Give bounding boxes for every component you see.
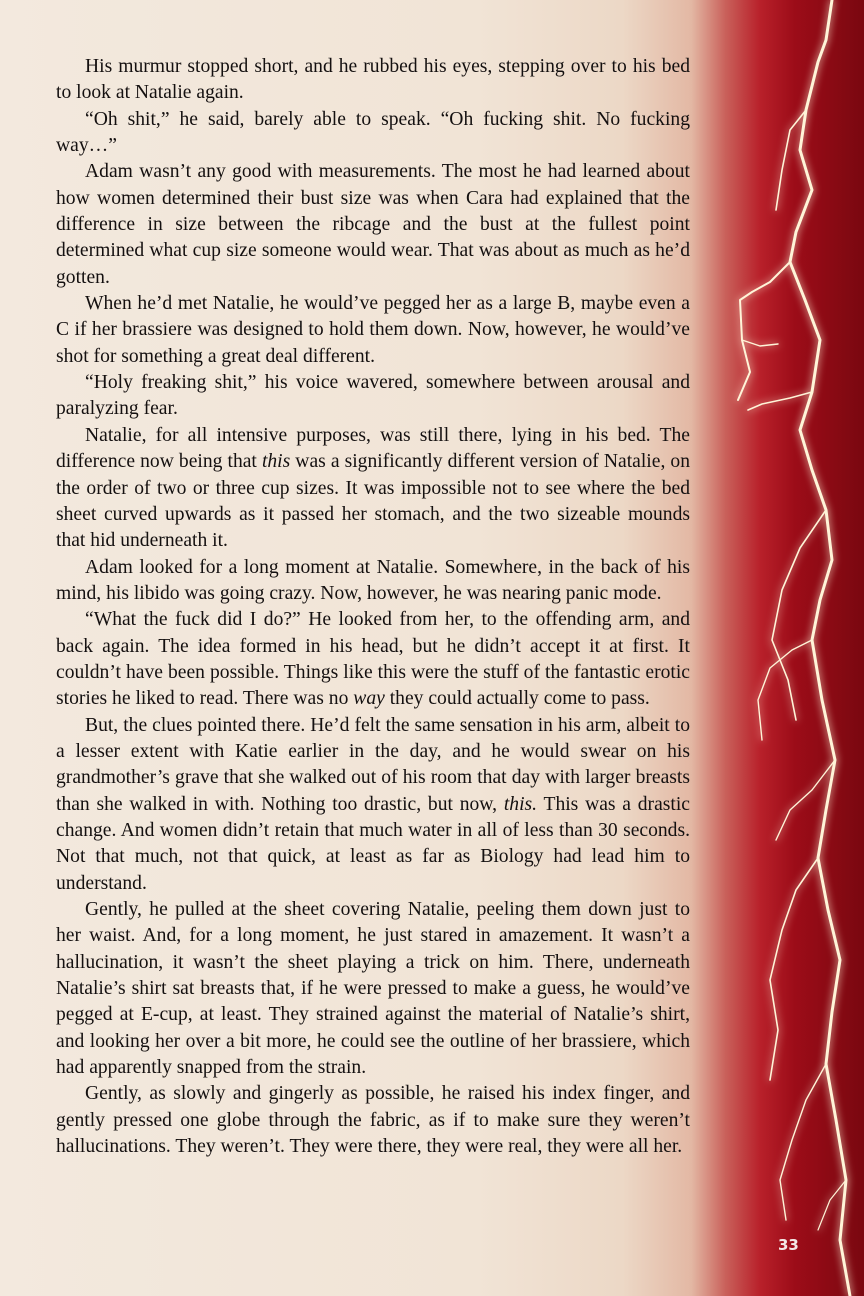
page-number: 33 <box>778 1236 799 1254</box>
paragraph-text: Natalie, for all intensive purposes, was still there, lying in his bed. The difference now being that <box>56 424 690 473</box>
paragraph-text: This was a drastic change. And women didn’t retain that much water in all of less than 30 seconds. Not that much, not that quick, at least as far as Biology had lead him to understand. <box>56 793 690 894</box>
paragraph-text: they could actually come to pass. <box>384 688 650 710</box>
paragraph: “Holy freaking shit,” his voice wavered, somewhere between arousal and paralyzing fear. <box>56 372 690 420</box>
emphasized-text: this <box>261 451 291 473</box>
paragraph <box>56 607 690 712</box>
paragraph: Adam wasn’t any good with measurements. The most he had learned about how women determined their bust size was when Cara had explained that the difference in size between the ribcage and the bust at the fullest point determined what cup size someone would wear. That was about as much as he’d gotten. <box>56 161 690 288</box>
paragraph: “Oh shit,” he said, barely able to speak. “Oh fucking shit. No fucking way…” <box>56 108 690 157</box>
paragraph-text: was a significantly different version of Natalie, on the order of two or three cup sizes. It was impossible not to see where the bed sheet curved upwards as it passed her stomach, and the two sizeable mounds that hid underneath it. <box>56 451 690 552</box>
paragraph: Adam looked for a long moment at Natalie. Somewhere, in the back of his mind, his libido was going crazy. Now, however, he was nearing panic mode. <box>56 556 690 604</box>
paragraph <box>56 423 690 555</box>
emphasized-text: way <box>353 688 385 710</box>
paragraph: His murmur stopped short, and he rubbed his eyes, stepping over to his bed to look at Natalie again. <box>56 56 690 104</box>
paragraph: Gently, he pulled at the sheet covering Natalie, peeling them down just to her waist. And, for a long moment, he just stared in amazement. It wasn’t a hallucination, it wasn’t the sheet playing a trick on him. There, underneath Natalie’s shirt sat breasts that, if he were pressed to make a guess, he would’ve pegged at E-cup, at least. They strained against the material of Natalie’s shirt, and looking her over a bit more, he could see the outline of her brassiere, which had apparently snapped from the strain. <box>56 899 690 1079</box>
paragraph-text: “What the fuck did I do?” He looked from her, to the offending arm, and back again. The idea formed in his head, but he didn’t accept it at first. It couldn’t have been possible. Things like this were the stuff of the fantastic erotic stories he liked to read. There was no <box>56 609 690 710</box>
emphasized-text: this. <box>503 793 538 815</box>
paragraph: Gently, as slowly and gingerly as possible, he raised his index finger, and gently pressed one globe through the fabric, as if to make sure they weren’t hallucinations. They weren’t. They were there, they were real, they were all her. <box>56 1083 690 1158</box>
paragraph: When he’d met Natalie, he would’ve pegged her as a large B, maybe even a C if her brassiere was designed to hold them down. Now, however, he would’ve shot for something a great deal different. <box>56 293 690 367</box>
paragraph <box>56 713 690 897</box>
paragraph-text: But, the clues pointed there. He’d felt the same sensation in his arm, albeit to a lesser extent with Katie earlier in the day, and he would swear on his grandmother’s grave that she walked out of his room that day with larger breasts than she walked in with. Nothing too drastic, but now, <box>56 714 690 815</box>
story-text <box>56 54 690 1160</box>
